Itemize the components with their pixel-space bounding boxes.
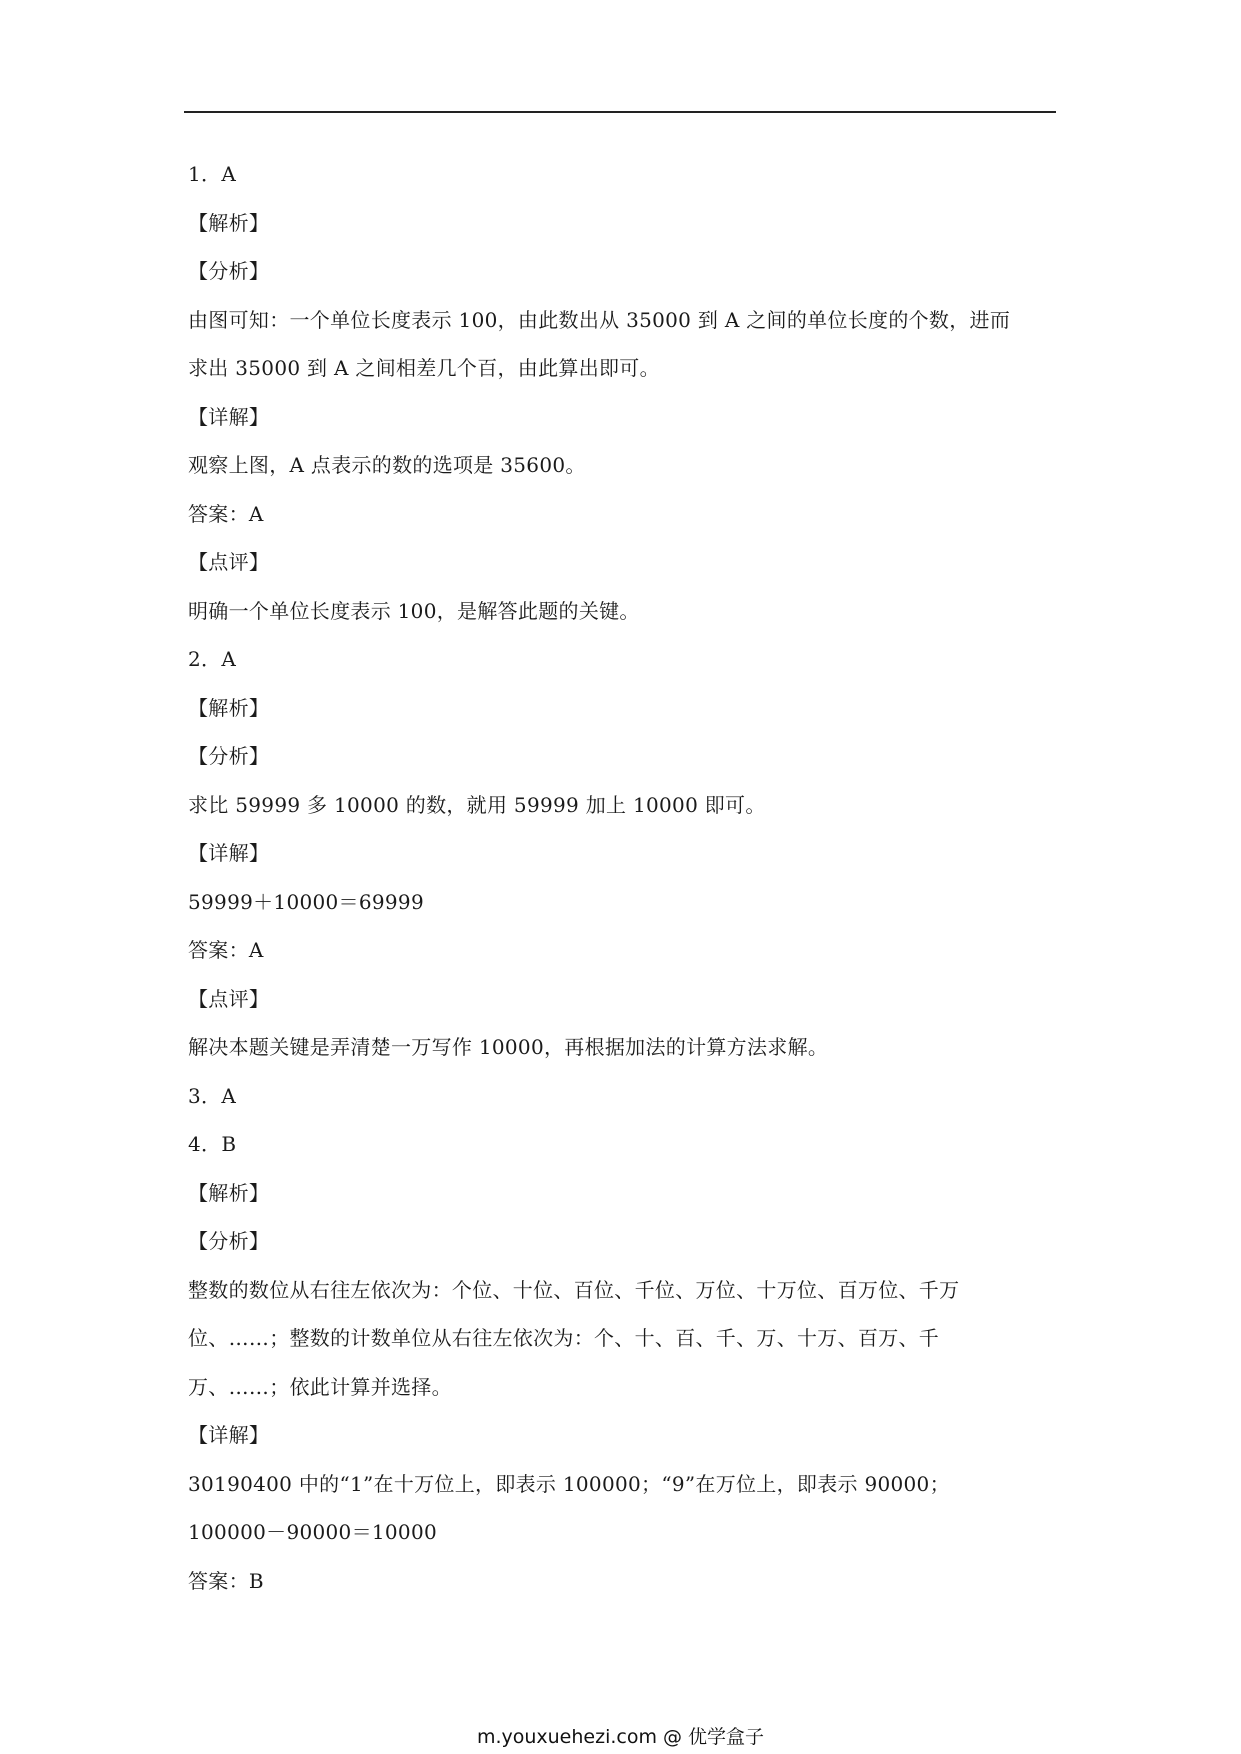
q4-final-answer: 答案：B: [188, 1568, 264, 1593]
q1-xiangjie-text: 观察上图，A 点表示的数的选项是 35600。: [188, 453, 586, 477]
q2-dianping-text: 解决本题关键是弄清楚一万写作 10000，再根据加法的计算方法求解。: [188, 1035, 829, 1059]
q2-dianping-heading: 【点评】: [188, 986, 270, 1011]
q1-dianping-heading: 【点评】: [188, 550, 270, 574]
q2-final-answer: 答案：A: [188, 938, 264, 962]
q2-xiangjie-heading: 【详解】: [188, 841, 270, 865]
q4-xiangjie-text: 30190400 中的“1”在十万位上，即表示 100000；“9”在万位上，即表示 90000；: [188, 1471, 950, 1496]
q4-fenxi-text-1: 整数的数位从右往左依次为：个位、十位、百位、千位、万位、十万位、百万位、千万: [188, 1277, 960, 1302]
q1-xiangjie-heading: 【详解】: [188, 404, 270, 429]
q4-fenxi-text-3: 万、……；依此计算并选择。: [188, 1374, 452, 1399]
q1-answer: 1．A: [188, 162, 237, 186]
q4-fenxi-text-2: 位、……；整数的计数单位从右往左依次为：个、十、百、千、万、十万、百万、千: [188, 1326, 940, 1350]
q2-xiangjie-text: 59999＋10000＝69999: [188, 889, 424, 914]
q1-final-answer: 答案：A: [188, 501, 264, 526]
q1-fenxi-text-2: 求出 35000 到 A 之间相差几个百，由此算出即可。: [188, 356, 660, 380]
q2-answer: 2．A: [188, 647, 237, 671]
q3-answer: 3．A: [188, 1083, 237, 1108]
q1-fenxi-heading: 【分析】: [188, 259, 270, 283]
answer-content: [188, 150, 1048, 1605]
q2-fenxi-heading: 【分析】: [188, 744, 270, 768]
header-divider: [184, 111, 1056, 113]
q1-jiexi-heading: 【解析】: [188, 210, 270, 235]
q1-fenxi-text-1: 由图可知：一个单位长度表示 100，由此数出从 35000 到 A 之间的单位长度的个数，进而: [188, 307, 1011, 332]
footer-watermark: m.youxuehezi.com @ 优学盒子: [476, 1726, 765, 1748]
q1-dianping-text: 明确一个单位长度表示 100，是解答此题的关键。: [188, 598, 640, 623]
q4-fenxi-heading: 【分析】: [188, 1229, 270, 1253]
q4-xiangjie-heading: 【详解】: [188, 1423, 270, 1447]
q2-fenxi-text: 求比 59999 多 10000 的数，就用 59999 加上 10000 即可。: [188, 792, 766, 817]
q4-jiexi-heading: 【解析】: [188, 1180, 270, 1205]
q2-jiexi-heading: 【解析】: [188, 695, 270, 720]
q4-answer: 4．B: [188, 1132, 237, 1156]
q4-xiangjie-equation: 100000－90000＝10000: [188, 1520, 437, 1544]
